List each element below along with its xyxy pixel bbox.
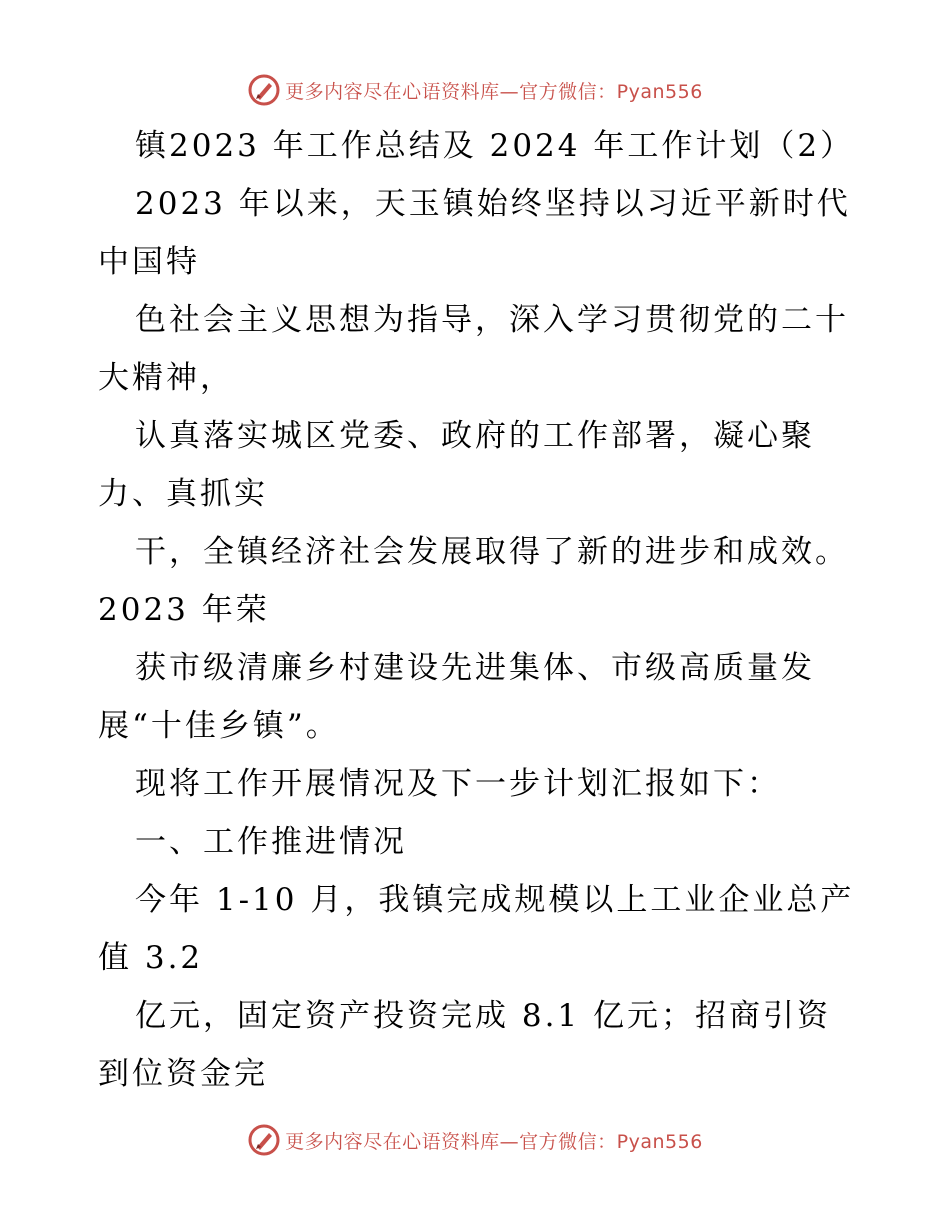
watermark-text: 更多内容尽在心语资料库—官方微信：Pyan556 <box>285 1130 703 1153</box>
text-line: 干，全镇经济社会发展取得了新的进步和成效。 <box>135 534 849 570</box>
text-line: 认真落实城区党委、政府的工作部署，凝心聚 <box>135 418 815 454</box>
text-line: 2023 年以来，天玉镇始终坚持以习近平新时代 <box>135 186 851 222</box>
footer-watermark <box>0 1120 950 1160</box>
pen-seal-icon <box>247 73 281 107</box>
text-line: 现将工作开展情况及下一步计划汇报如下： <box>135 766 781 802</box>
text-line: 力、真抓实 <box>98 476 268 512</box>
text-line: 获市级清廉乡村建设先进集体、市级高质量发 <box>135 650 815 686</box>
text-line: 值 3.2 <box>98 940 204 976</box>
pen-seal-icon <box>247 1123 281 1157</box>
section-heading: 一、工作推进情况 <box>135 824 407 860</box>
header-watermark <box>0 70 950 110</box>
text-line: 大精神， <box>98 360 234 396</box>
text-line: 2023 年荣 <box>98 592 270 628</box>
watermark-text: 更多内容尽在心语资料库—官方微信：Pyan556 <box>285 80 703 103</box>
text-line: 到位资金完 <box>98 1056 268 1092</box>
text-line: 展“十佳乡镇”。 <box>98 708 340 744</box>
text-line: 中国特 <box>98 244 200 280</box>
text-line: 色社会主义思想为指导，深入学习贯彻党的二十 <box>135 302 849 338</box>
text-line: 今年 1-10 月，我镇完成规模以上工业企业总产 <box>135 882 855 918</box>
document-title: 镇2023 年工作总结及 2024 年工作计划（2） <box>135 128 855 164</box>
text-line: 亿元，固定资产投资完成 8.1 亿元；招商引资 <box>135 998 832 1034</box>
